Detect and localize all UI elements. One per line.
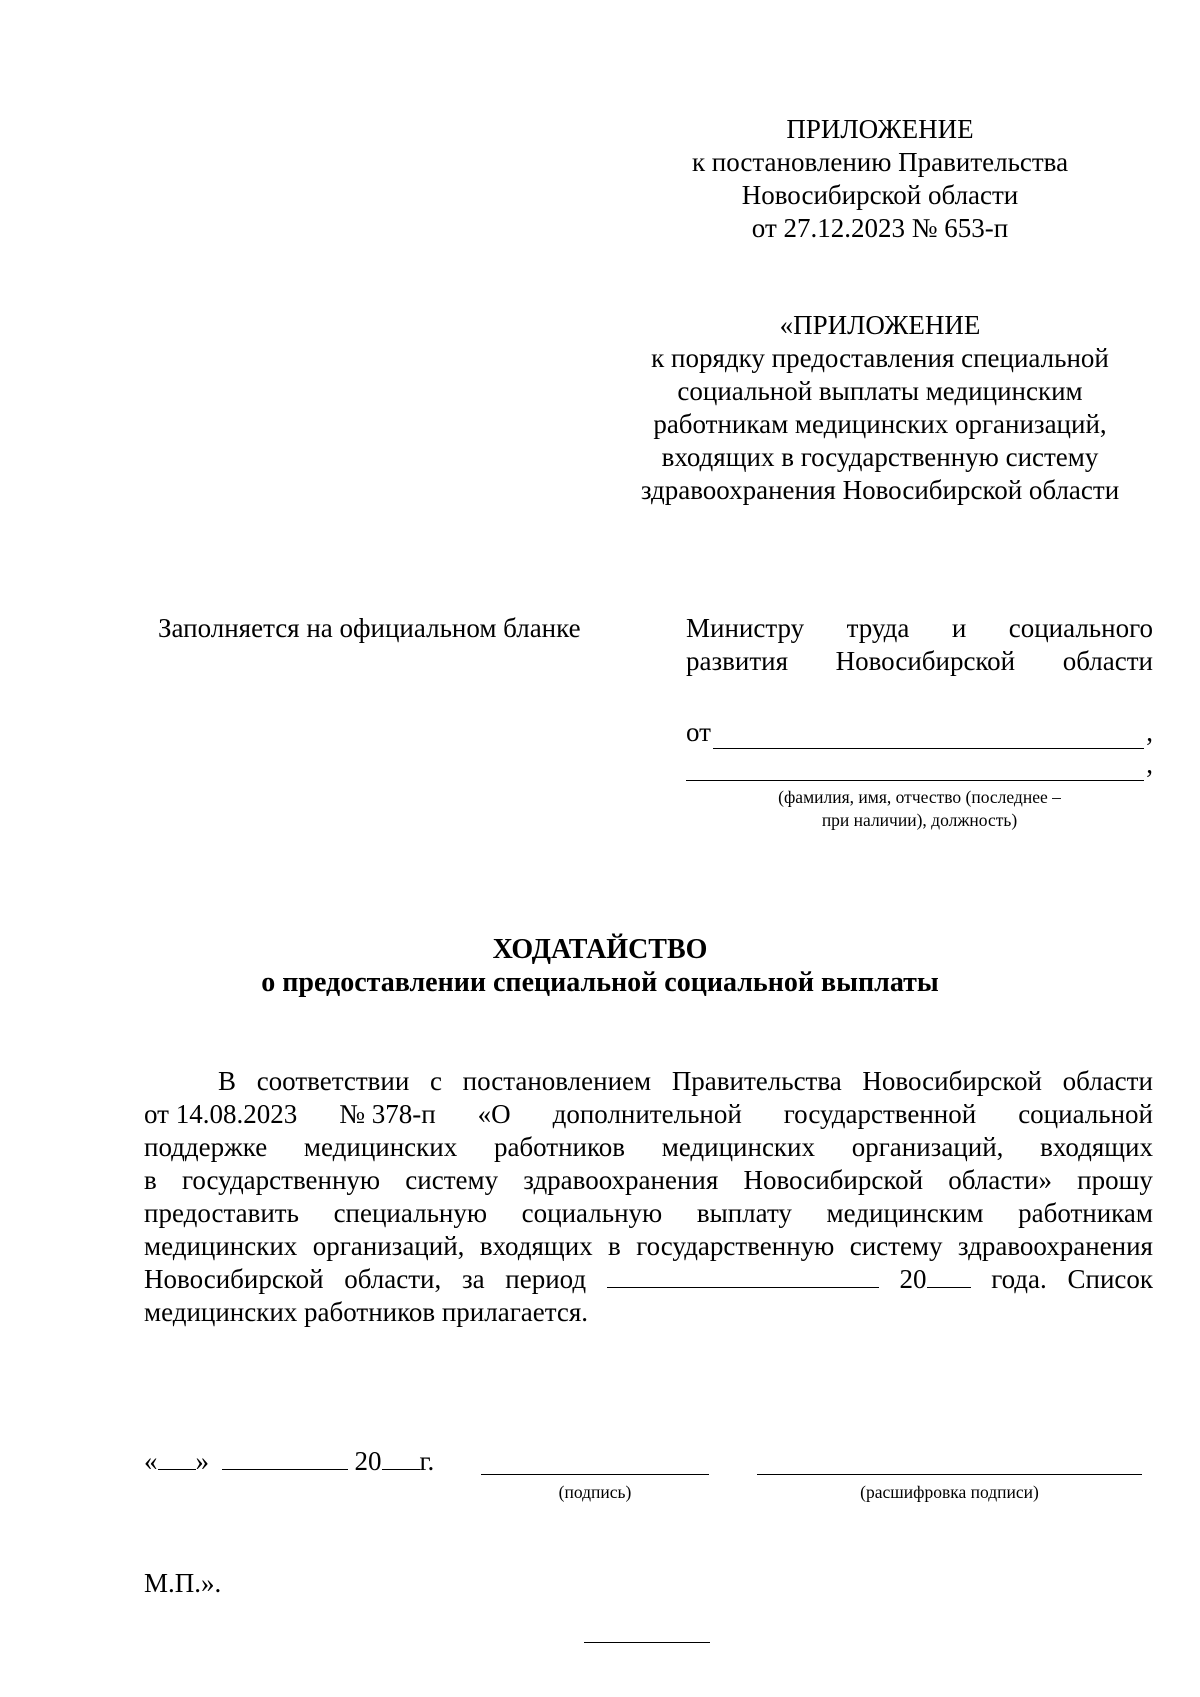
from-field-line-1: [686, 716, 1153, 749]
body-word: социальную: [521, 1198, 663, 1228]
body-line-last: медицинских работников прилагается.: [144, 1297, 589, 1327]
from-hint-line: (фамилия, имя, отчество (последнее –: [778, 787, 1061, 807]
appendix-order-line: к порядку предоставления специальной: [651, 343, 1109, 373]
from-field-line-2: [686, 748, 1153, 781]
addressee-line-1: [686, 612, 1153, 645]
body-word: систему: [405, 1165, 499, 1195]
year-prefix: 20: [899, 1264, 927, 1294]
body-word: года.: [991, 1264, 1047, 1294]
body-word: работников: [493, 1132, 625, 1162]
addressee-word: развития: [686, 646, 789, 676]
body-word: за: [461, 1264, 485, 1294]
body-word: прошу: [1077, 1165, 1153, 1195]
period-year-blank[interactable]: [927, 1263, 971, 1288]
body-word: государственную: [181, 1165, 381, 1195]
body-word: дополнительной: [552, 1099, 742, 1129]
from-blank-1[interactable]: [713, 722, 1144, 749]
petition-body: [144, 1065, 1153, 1329]
addressee-word: области: [1062, 646, 1153, 676]
body-word: специальную: [333, 1198, 488, 1228]
appendix-header: [620, 113, 1140, 245]
appendix-order-title: «ПРИЛОЖЕНИЕ: [779, 310, 981, 340]
body-word: от 14.08.2023: [144, 1099, 298, 1129]
stamp-place: М.П.».: [144, 1568, 222, 1598]
body-word: медицинских: [144, 1231, 298, 1261]
from-hint-line: при наличии), должность): [821, 810, 1018, 830]
year-blank[interactable]: [382, 1445, 420, 1470]
day-blank[interactable]: [158, 1445, 196, 1470]
petition-title: ХОДАТАЙСТВО: [492, 934, 708, 965]
body-word: выплату: [696, 1198, 792, 1228]
body-word: с: [429, 1066, 442, 1096]
body-word: государственную: [636, 1231, 835, 1261]
signature-decode-hint: (расшифровка подписи): [860, 1482, 1039, 1502]
body-word: Новосибирской: [862, 1066, 1042, 1096]
period-year: [900, 1263, 971, 1296]
body-word: период: [505, 1264, 587, 1294]
appendix-order-line: здравоохранения Новосибирской области: [640, 475, 1120, 505]
comma: ,: [1146, 717, 1153, 747]
body-word: организаций,: [312, 1231, 465, 1261]
body-line: [144, 1098, 1153, 1131]
signature-decode-line[interactable]: [757, 1450, 1142, 1475]
body-word: государственной: [783, 1099, 977, 1129]
body-word: Новосибирской: [743, 1165, 924, 1195]
body-word: области»: [948, 1165, 1052, 1195]
body-word: входящих: [479, 1231, 593, 1261]
official-blank-note: Заполняется на официальном бланке: [158, 613, 581, 643]
body-word: Новосибирской: [144, 1264, 324, 1294]
body-word: работникам: [1018, 1198, 1153, 1228]
body-word: поддержке: [144, 1132, 268, 1162]
body-line-period: [144, 1263, 1153, 1296]
month-blank[interactable]: [222, 1445, 348, 1470]
addressee-block: [686, 612, 1153, 678]
body-word: систему: [849, 1231, 943, 1261]
body-word: организаций,: [851, 1132, 1004, 1162]
body-word: медицинским: [826, 1198, 984, 1228]
body-word: области,: [344, 1264, 442, 1294]
quote-open: «: [144, 1446, 158, 1476]
body-word: Список: [1067, 1264, 1153, 1294]
body-word: В: [218, 1066, 237, 1096]
addressee-word: Министру: [686, 613, 805, 643]
body-word: № 378-п: [339, 1099, 436, 1129]
appendix-date-number: от 27.12.2023 № 653-п: [751, 213, 1009, 243]
body-word: социальной: [1018, 1099, 1153, 1129]
appendix-order-line: работникам медицинских организаций,: [653, 409, 1107, 439]
year-suffix: г.: [419, 1446, 435, 1476]
period-blank[interactable]: [607, 1263, 879, 1288]
body-word: Правительства: [671, 1066, 842, 1096]
body-line: [144, 1065, 1153, 1098]
body-word: здравоохранения: [523, 1165, 719, 1195]
appendix-order-line: входящих в государственную систему: [661, 442, 1099, 472]
petition-title-block: [0, 933, 1200, 999]
body-word: здравоохранения: [957, 1231, 1153, 1261]
body-line: [144, 1197, 1153, 1230]
body-word: в: [144, 1165, 157, 1195]
appendix-title: ПРИЛОЖЕНИЕ: [786, 114, 974, 144]
addressee-word: социального: [1008, 613, 1153, 643]
body-word: в: [608, 1231, 621, 1261]
addressee-line-2: [686, 645, 1153, 678]
from-hint: [686, 786, 1153, 832]
signature-line[interactable]: [481, 1450, 709, 1475]
addressee-word: труда: [846, 613, 910, 643]
body-word: медицинских: [303, 1132, 458, 1162]
from-prefix: от: [686, 717, 711, 747]
body-word: «О: [477, 1099, 511, 1129]
closing-divider: [584, 1642, 710, 1643]
body-line: [144, 1230, 1153, 1263]
body-line: [144, 1164, 1153, 1197]
quote-close: »: [195, 1446, 209, 1476]
comma: ,: [1146, 749, 1153, 779]
body-word: входящих: [1040, 1132, 1153, 1162]
appendix-line: Новосибирской области: [741, 180, 1019, 210]
signature-hint: (подпись): [558, 1482, 632, 1502]
body-line: [144, 1131, 1153, 1164]
from-blank-2[interactable]: [686, 754, 1144, 781]
petition-subtitle: о предоставлении специальной социальной выплаты: [261, 967, 939, 998]
body-word: области: [1062, 1066, 1153, 1096]
year-prefix: 20: [354, 1446, 382, 1476]
appendix-line: к постановлению Правительства: [691, 147, 1069, 177]
date-field: [144, 1445, 434, 1478]
body-word: медицинских: [661, 1132, 816, 1162]
appendix-order-line: социальной выплаты медицинским: [677, 376, 1083, 406]
body-word: предоставить: [144, 1198, 299, 1228]
appendix-order: [560, 309, 1200, 507]
body-word: постановлением: [462, 1066, 652, 1096]
body-word: соответствии: [256, 1066, 410, 1096]
addressee-word: и: [951, 613, 967, 643]
addressee-word: Новосибирской: [835, 646, 1016, 676]
